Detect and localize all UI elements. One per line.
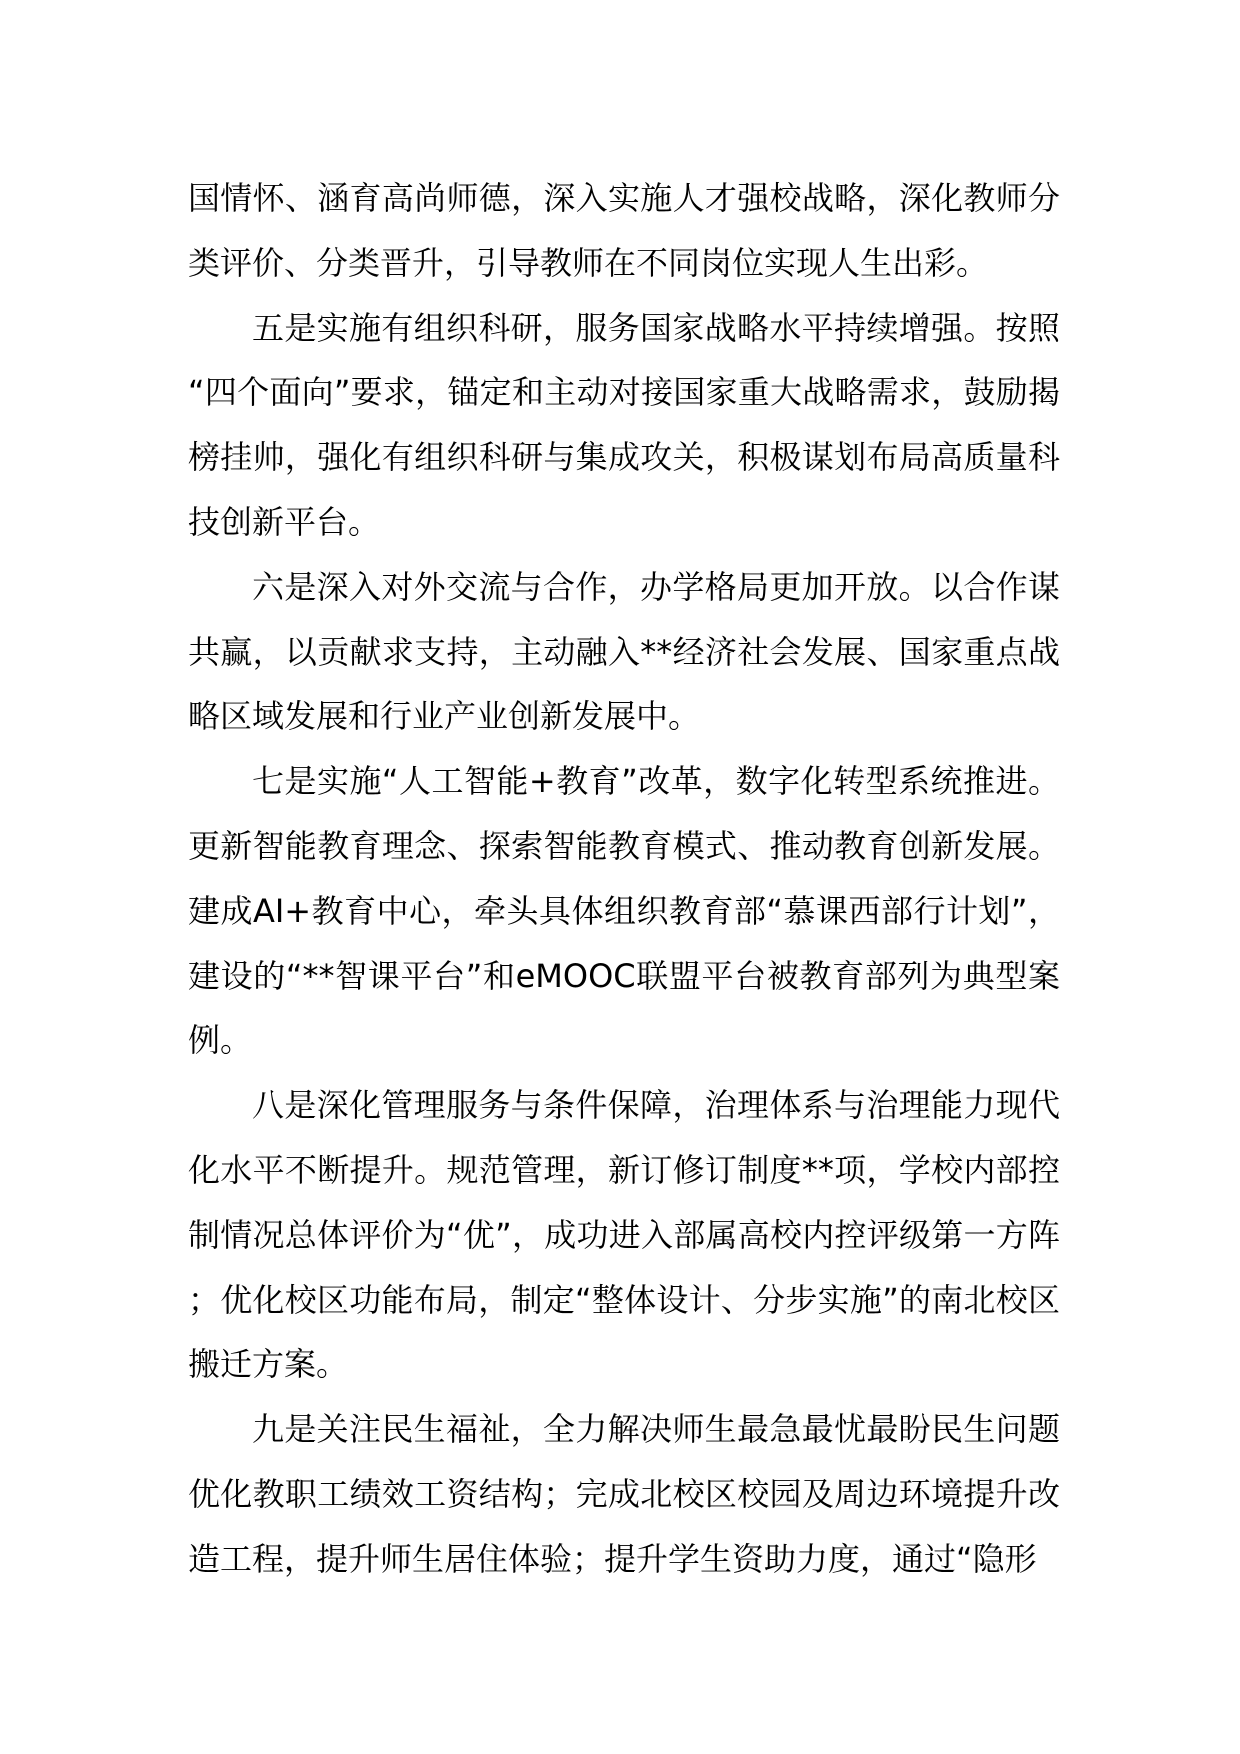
paragraph-six: 六是深入对外交流与合作，办学格局更加开放。以合作谋共赢，以贡献求支持，主动融入**经济社会发展、国家重点战略区域发展和行业产业创新发展中。 [188,567,1060,736]
paragraph-continuation: 国情怀、涵育高尚师德，深入实施人才强校战略，深化教师分类评价、分类晋升，引导教师在不同岗位实现人生出彩。 [188,179,1060,282]
document-body [188,166,1060,1592]
paragraph-eight: 八是深化管理服务与条件保障，治理体系与治理能力现代化水平不断提升。规范管理，新订修订制度**项，学校内部控制情况总体评价为“优”，成功进入部属高校内控评级第一方阵；优化校区功能布局，制定“整体设计、分步实施”的南北校区搬迁方案。 [188,1086,1060,1384]
paragraph-seven: 七是实施“人工智能+教育”改革，数字化转型系统推进。更新智能教育理念、探索智能教育模式、推动教育创新发展。建成AI+教育中心，牵头具体组织教育部“慕课西部行计划”，建设的“**智课平台”和eMOOC联盟平台被教育部列为典型案例。 [188,762,1060,1060]
paragraph-nine: 九是关注民生福祉，全力解决师生最急最忧最盼民生问题优化教职工绩效工资结构；完成北校区校园及周边环境提升改造工程，提升师生居住体验；提升学生资助力度，通过“隐形 [188,1410,1060,1578]
paragraph-five: 五是实施有组织科研，服务国家战略水平持续增强。按照“四个面向”要求，锚定和主动对接国家重大战略需求，鼓励揭榜挂帅，强化有组织科研与集成攻关，积极谋划布局高质量科技创新平台。 [188,308,1060,541]
